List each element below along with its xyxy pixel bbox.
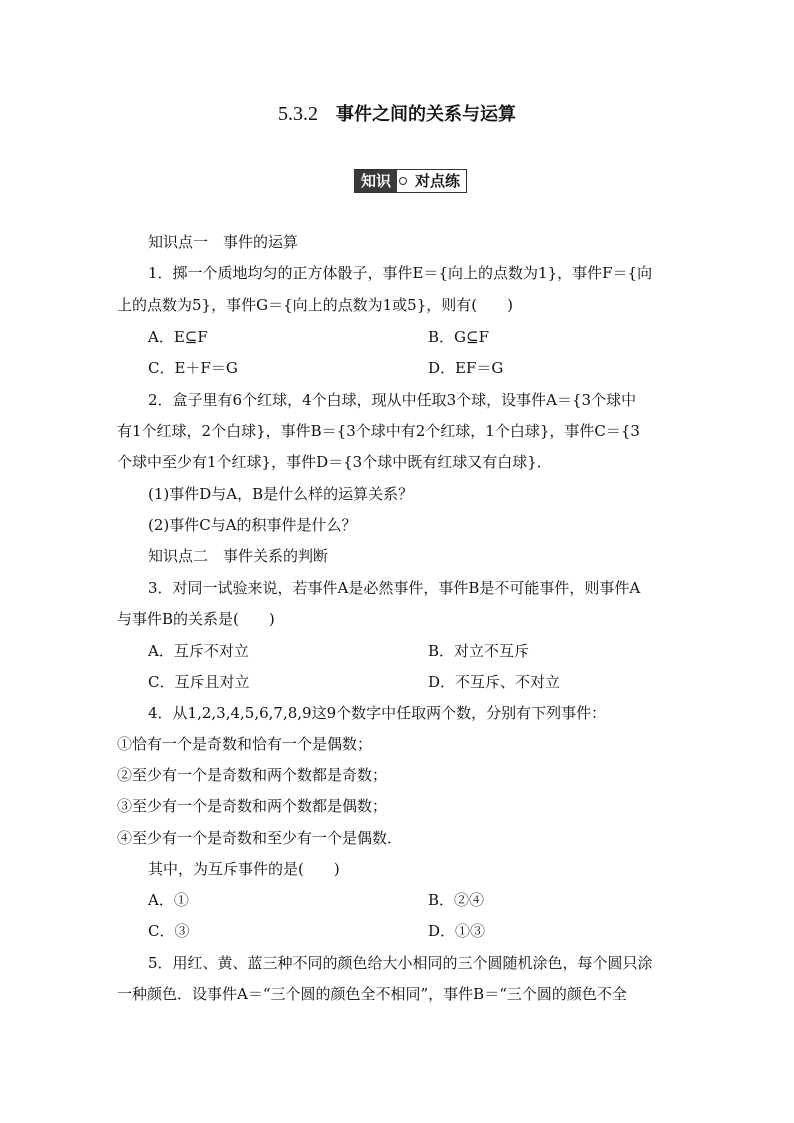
- text-line: B．②④: [428, 891, 485, 909]
- text-line: 3．对同一试验来说，若事件A是必然事件，事件B是不可能事件，则事件A: [148, 579, 641, 597]
- text-line: C．E＋F＝G: [148, 359, 238, 377]
- text-line: D．EF＝G: [428, 359, 504, 377]
- section-heading: 知识点二 事件关系的判断: [148, 547, 329, 565]
- document-title: [0, 100, 794, 126]
- text-line: ③至少有一个是奇数和两个数都是偶数；: [117, 797, 388, 815]
- text-line: B．G⊆F: [428, 328, 489, 346]
- text-line: ①恰有一个是奇数和恰有一个是偶数；: [117, 735, 373, 753]
- section-number: 5.3.2: [278, 103, 318, 125]
- text-line: D．①③: [428, 922, 486, 940]
- text-line: 上的点数为5}，事件G＝{向上的点数为1或5}，则有( ): [117, 296, 513, 314]
- text-line: A．E⊆F: [148, 328, 208, 346]
- text-line: (2)事件C与A的积事件是什么？: [148, 516, 357, 534]
- text-line: ②至少有一个是奇数和两个数都是奇数；: [117, 766, 388, 784]
- text-line: 与事件B的关系是( ): [117, 610, 275, 628]
- text-line: 5．用红、黄、蓝三种不同的颜色给大小相同的三个圆随机涂色，每个圆只涂: [148, 954, 653, 972]
- text-line: B．对立不互斥: [428, 642, 530, 660]
- text-line: 有1个红球，2个白球}，事件B＝{3个球中有2个红球，1个白球}，事件C＝{3: [117, 422, 640, 440]
- practice-badge: [354, 169, 467, 193]
- text-line: 2．盒子里有6个红球，4个白球，现从中任取3个球，设事件A＝{3个球中: [148, 391, 637, 409]
- text-line: 4．从1,2,3,4,5,6,7,8,9这9个数字中任取两个数，分别有下列事件：: [148, 704, 607, 722]
- text-line: C．③: [148, 922, 190, 940]
- text-line: A．互斥不对立: [148, 642, 249, 660]
- badge-dot-icon: [399, 177, 407, 185]
- text-line: ④至少有一个是奇数和至少有一个是偶数．: [117, 829, 403, 847]
- text-line: (1)事件D与A，B是什么样的运算关系？: [148, 485, 414, 503]
- text-line: C．互斥且对立: [148, 673, 250, 691]
- badge-left-label: 知识: [355, 170, 397, 192]
- text-line: 1．掷一个质地均匀的正方体骰子，事件E＝{向上的点数为1}，事件F＝{向: [148, 264, 653, 282]
- text-line: 一种颜色．设事件A＝“三个圆的颜色全不相同”，事件B＝“三个圆的颜色不全: [117, 985, 627, 1003]
- text-line: 个球中至少有1个红球}，事件D＝{3个球中既有红球又有白球}．: [117, 453, 552, 471]
- text-line: D．不互斥、不对立: [428, 673, 561, 691]
- text-line: A．①: [148, 891, 189, 909]
- section-heading: 知识点一 事件的运算: [148, 233, 299, 251]
- section-title: 事件之间的关系与运算: [336, 104, 516, 125]
- text-line: 其中，为互斥事件的是( ): [148, 860, 340, 878]
- badge-right-label: 对点练: [409, 170, 466, 192]
